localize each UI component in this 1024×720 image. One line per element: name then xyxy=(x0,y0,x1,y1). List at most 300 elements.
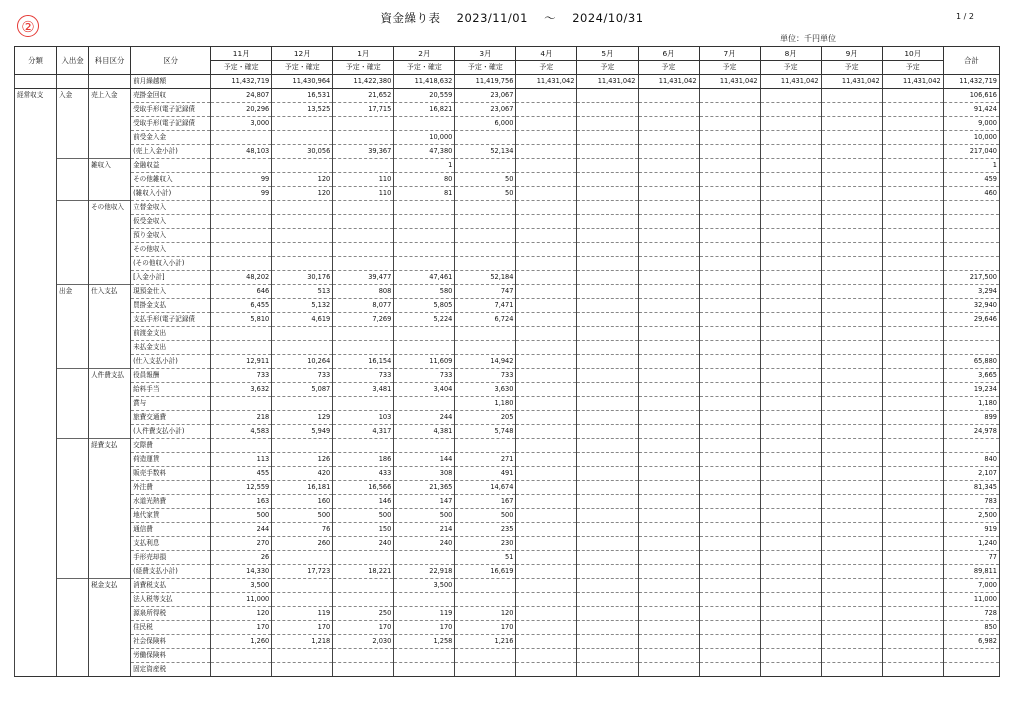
table-row xyxy=(15,159,1000,173)
month-value xyxy=(638,103,699,117)
col-month: 12月 xyxy=(272,47,333,61)
month-value xyxy=(211,663,272,677)
month-value xyxy=(516,327,577,341)
month-value xyxy=(821,607,882,621)
month-value xyxy=(577,299,638,313)
category-cell xyxy=(15,481,57,495)
month-value xyxy=(272,579,333,593)
month-value: 17,723 xyxy=(272,565,333,579)
subject-cell xyxy=(89,341,131,355)
month-value xyxy=(516,243,577,257)
month-value xyxy=(760,327,821,341)
table-row xyxy=(15,243,1000,257)
month-value xyxy=(638,635,699,649)
item-label: 源泉所得税 xyxy=(131,607,211,621)
item-label: 仮受金収入 xyxy=(131,215,211,229)
item-label: 現預金仕入 xyxy=(131,285,211,299)
month-value: 5,810 xyxy=(211,313,272,327)
month-value xyxy=(821,397,882,411)
subject-cell xyxy=(89,453,131,467)
month-value: 1,180 xyxy=(455,397,516,411)
month-value: 240 xyxy=(394,537,455,551)
month-value xyxy=(638,341,699,355)
month-value xyxy=(211,229,272,243)
category-cell: 経常収支 xyxy=(15,89,57,103)
month-value xyxy=(760,439,821,453)
month-value xyxy=(333,159,394,173)
month-value xyxy=(516,397,577,411)
item-label: 固定資産税 xyxy=(131,663,211,677)
month-value xyxy=(882,467,943,481)
category-cell xyxy=(15,271,57,285)
month-value: 733 xyxy=(272,369,333,383)
month-value xyxy=(333,243,394,257)
subject-cell: 雑収入 xyxy=(89,159,131,173)
inout-cell xyxy=(57,215,89,229)
table-row xyxy=(15,663,1000,677)
item-label: 買掛金支払 xyxy=(131,299,211,313)
table-row xyxy=(15,551,1000,565)
table-row xyxy=(15,173,1000,187)
month-value xyxy=(699,159,760,173)
month-value: 30,056 xyxy=(272,145,333,159)
month-value: 6,000 xyxy=(455,117,516,131)
inout-cell: 入金 xyxy=(57,89,89,103)
month-value xyxy=(577,369,638,383)
table-row xyxy=(15,621,1000,635)
month-value: 4,583 xyxy=(211,425,272,439)
report-title xyxy=(0,10,1024,26)
col-status: 予定 xyxy=(638,61,699,75)
month-value xyxy=(760,425,821,439)
table-row xyxy=(15,271,1000,285)
month-value: 170 xyxy=(333,621,394,635)
subject-cell xyxy=(89,173,131,187)
month-value xyxy=(882,159,943,173)
month-value xyxy=(760,285,821,299)
item-label: 外注費 xyxy=(131,481,211,495)
month-value xyxy=(821,383,882,397)
subject-cell xyxy=(89,103,131,117)
month-value: 733 xyxy=(394,369,455,383)
month-value xyxy=(882,551,943,565)
subject-cell xyxy=(89,565,131,579)
month-value xyxy=(821,453,882,467)
table-row xyxy=(15,523,1000,537)
month-value xyxy=(821,117,882,131)
month-value xyxy=(516,355,577,369)
month-value xyxy=(821,369,882,383)
month-value xyxy=(821,215,882,229)
category-cell xyxy=(15,453,57,467)
month-value: 50 xyxy=(455,187,516,201)
item-label: 給料手当 xyxy=(131,383,211,397)
category-cell xyxy=(15,285,57,299)
total-value: 11,000 xyxy=(943,593,999,607)
month-value xyxy=(516,299,577,313)
table-row xyxy=(15,299,1000,313)
item-label: 通信費 xyxy=(131,523,211,537)
item-label: 賞与 xyxy=(131,397,211,411)
total-value: 9,000 xyxy=(943,117,999,131)
table-row xyxy=(15,215,1000,229)
month-value xyxy=(577,117,638,131)
subject-cell xyxy=(89,215,131,229)
item-label: (仕入支払小計) xyxy=(131,355,211,369)
month-value xyxy=(699,649,760,663)
inout-cell xyxy=(57,481,89,495)
month-value: 5,805 xyxy=(394,299,455,313)
total-value: 32,940 xyxy=(943,299,999,313)
category-cell xyxy=(15,187,57,201)
month-value xyxy=(699,173,760,187)
inout-cell xyxy=(57,663,89,677)
subject-cell xyxy=(89,257,131,271)
month-value xyxy=(638,369,699,383)
subject-cell xyxy=(89,635,131,649)
month-value xyxy=(516,565,577,579)
month-value xyxy=(882,327,943,341)
month-value xyxy=(760,635,821,649)
month-value xyxy=(638,649,699,663)
month-value xyxy=(760,537,821,551)
total-value: 899 xyxy=(943,411,999,425)
inout-cell: 出金 xyxy=(57,285,89,299)
month-value xyxy=(638,131,699,145)
month-value xyxy=(760,299,821,313)
month-value: 103 xyxy=(333,411,394,425)
table-row xyxy=(15,201,1000,215)
month-value xyxy=(699,299,760,313)
page-number: 1 / 2 xyxy=(956,12,974,21)
inout-cell xyxy=(57,103,89,117)
month-value xyxy=(699,243,760,257)
month-value xyxy=(760,481,821,495)
month-value xyxy=(821,649,882,663)
col-kamoku: 科目区分 xyxy=(89,47,131,75)
month-value xyxy=(882,187,943,201)
unit-label: 単位：千円単位 xyxy=(780,34,836,43)
category-cell xyxy=(15,327,57,341)
item-label: 交際費 xyxy=(131,439,211,453)
item-label: 手形売却損 xyxy=(131,551,211,565)
inout-cell xyxy=(57,243,89,257)
col-status: 予定 xyxy=(699,61,760,75)
inout-cell xyxy=(57,201,89,215)
month-value xyxy=(333,341,394,355)
month-value xyxy=(516,257,577,271)
month-value: 1,216 xyxy=(455,635,516,649)
month-value: 5,087 xyxy=(272,383,333,397)
month-value: 11,431,042 xyxy=(638,75,699,89)
col-kubun: 区分 xyxy=(131,47,211,75)
table-row xyxy=(15,439,1000,453)
total-value xyxy=(943,649,999,663)
total-value: 460 xyxy=(943,187,999,201)
month-value xyxy=(516,495,577,509)
subject-cell: 仕入支払 xyxy=(89,285,131,299)
month-value xyxy=(638,579,699,593)
month-value xyxy=(272,649,333,663)
item-label: 支払利息 xyxy=(131,537,211,551)
inout-cell xyxy=(57,173,89,187)
month-value xyxy=(516,285,577,299)
month-value xyxy=(272,215,333,229)
month-value xyxy=(577,271,638,285)
month-value xyxy=(455,341,516,355)
month-value: 250 xyxy=(333,607,394,621)
month-value xyxy=(577,565,638,579)
month-value xyxy=(821,411,882,425)
item-label: (その他収入小計) xyxy=(131,257,211,271)
month-value xyxy=(882,355,943,369)
item-label: 地代家賃 xyxy=(131,509,211,523)
month-value xyxy=(577,173,638,187)
month-value: 52,134 xyxy=(455,145,516,159)
month-value xyxy=(699,201,760,215)
month-value xyxy=(577,327,638,341)
month-value: 120 xyxy=(211,607,272,621)
month-value xyxy=(882,341,943,355)
month-value: 270 xyxy=(211,537,272,551)
month-value xyxy=(821,187,882,201)
month-value xyxy=(699,145,760,159)
month-value xyxy=(638,565,699,579)
subject-cell xyxy=(89,551,131,565)
total-value: 2,500 xyxy=(943,509,999,523)
month-value: 4,619 xyxy=(272,313,333,327)
inout-cell xyxy=(57,439,89,453)
col-month: 3月 xyxy=(455,47,516,61)
inout-cell xyxy=(57,537,89,551)
col-month: 7月 xyxy=(699,47,760,61)
month-value xyxy=(882,607,943,621)
category-cell xyxy=(15,663,57,677)
month-value xyxy=(577,355,638,369)
month-value xyxy=(333,649,394,663)
inout-cell xyxy=(57,187,89,201)
month-value: 12,559 xyxy=(211,481,272,495)
month-value xyxy=(333,201,394,215)
category-cell xyxy=(15,341,57,355)
table-row xyxy=(15,649,1000,663)
category-cell xyxy=(15,439,57,453)
category-cell xyxy=(15,649,57,663)
month-value xyxy=(516,467,577,481)
month-value xyxy=(577,537,638,551)
month-value: 747 xyxy=(455,285,516,299)
month-value xyxy=(638,201,699,215)
month-value xyxy=(516,187,577,201)
month-value: 11,609 xyxy=(394,355,455,369)
month-value xyxy=(211,257,272,271)
month-value xyxy=(699,397,760,411)
month-value xyxy=(211,243,272,257)
total-value xyxy=(943,243,999,257)
inout-cell xyxy=(57,579,89,593)
month-value xyxy=(272,663,333,677)
month-value xyxy=(394,551,455,565)
inout-cell xyxy=(57,117,89,131)
month-value xyxy=(333,579,394,593)
month-value xyxy=(516,201,577,215)
inout-cell xyxy=(57,299,89,313)
month-value xyxy=(516,579,577,593)
item-label: 販売手数料 xyxy=(131,467,211,481)
item-label: 前渡金支出 xyxy=(131,327,211,341)
month-value: 11,422,380 xyxy=(333,75,394,89)
month-value xyxy=(394,439,455,453)
month-value xyxy=(882,579,943,593)
inout-cell xyxy=(57,565,89,579)
month-value: 646 xyxy=(211,285,272,299)
category-cell xyxy=(15,215,57,229)
table-row xyxy=(15,495,1000,509)
subject-cell xyxy=(89,383,131,397)
month-value xyxy=(760,173,821,187)
inout-cell xyxy=(57,327,89,341)
subject-cell xyxy=(89,607,131,621)
table-row xyxy=(15,635,1000,649)
month-value xyxy=(516,117,577,131)
month-value xyxy=(882,439,943,453)
month-value xyxy=(272,551,333,565)
month-value xyxy=(333,593,394,607)
table-row xyxy=(15,481,1000,495)
month-value xyxy=(272,397,333,411)
month-value: 170 xyxy=(455,621,516,635)
month-value xyxy=(577,649,638,663)
total-value: 65,880 xyxy=(943,355,999,369)
month-value: 500 xyxy=(455,509,516,523)
item-label: 荷造運賃 xyxy=(131,453,211,467)
month-value: 11,431,042 xyxy=(516,75,577,89)
month-value: 3,404 xyxy=(394,383,455,397)
month-value: 271 xyxy=(455,453,516,467)
month-value xyxy=(638,453,699,467)
month-value xyxy=(211,327,272,341)
month-value xyxy=(821,145,882,159)
month-value: 10,000 xyxy=(394,131,455,145)
month-value xyxy=(821,103,882,117)
month-value xyxy=(638,271,699,285)
total-value xyxy=(943,201,999,215)
month-value: 21,365 xyxy=(394,481,455,495)
table-row xyxy=(15,341,1000,355)
category-cell xyxy=(15,355,57,369)
month-value xyxy=(882,397,943,411)
month-value xyxy=(821,593,882,607)
month-value xyxy=(821,635,882,649)
total-value: 2,107 xyxy=(943,467,999,481)
month-value: 11,431,042 xyxy=(699,75,760,89)
item-label: 前月繰越額 xyxy=(131,75,211,89)
month-value xyxy=(394,397,455,411)
subject-cell: 税金支払 xyxy=(89,579,131,593)
col-nyushukkin: 入出金 xyxy=(57,47,89,75)
month-value xyxy=(516,89,577,103)
item-label: (売上入金小計) xyxy=(131,145,211,159)
month-value xyxy=(821,173,882,187)
month-value xyxy=(760,495,821,509)
month-value xyxy=(699,495,760,509)
month-value xyxy=(577,593,638,607)
subject-cell xyxy=(89,649,131,663)
col-status: 予定 xyxy=(821,61,882,75)
item-label: 受取手形(電子記録債 xyxy=(131,103,211,117)
month-value: 119 xyxy=(272,607,333,621)
month-value xyxy=(394,243,455,257)
inout-cell xyxy=(57,159,89,173)
month-value xyxy=(577,159,638,173)
total-value: 77 xyxy=(943,551,999,565)
month-value: 230 xyxy=(455,537,516,551)
month-value xyxy=(760,565,821,579)
category-cell xyxy=(15,551,57,565)
month-value xyxy=(882,173,943,187)
month-value xyxy=(638,467,699,481)
total-value xyxy=(943,663,999,677)
category-cell xyxy=(15,75,57,89)
subject-cell xyxy=(89,495,131,509)
month-value xyxy=(394,201,455,215)
month-value xyxy=(577,635,638,649)
table-row xyxy=(15,89,1000,103)
month-value xyxy=(333,131,394,145)
month-value xyxy=(638,117,699,131)
month-value: 2,030 xyxy=(333,635,394,649)
subject-cell xyxy=(89,425,131,439)
item-label: (人件費支払小計) xyxy=(131,425,211,439)
month-value xyxy=(516,145,577,159)
month-value: 26 xyxy=(211,551,272,565)
category-cell xyxy=(15,117,57,131)
month-value xyxy=(638,495,699,509)
month-value: 1,258 xyxy=(394,635,455,649)
subject-cell: 売上入金 xyxy=(89,89,131,103)
month-value: 30,176 xyxy=(272,271,333,285)
month-value xyxy=(211,201,272,215)
month-value xyxy=(760,201,821,215)
total-value: 850 xyxy=(943,621,999,635)
month-value xyxy=(699,117,760,131)
col-status: 予定 xyxy=(760,61,821,75)
table-row xyxy=(15,131,1000,145)
month-value xyxy=(699,593,760,607)
opening-balance-row xyxy=(15,75,1000,89)
month-value xyxy=(638,187,699,201)
month-value xyxy=(577,509,638,523)
category-cell xyxy=(15,495,57,509)
month-value xyxy=(882,201,943,215)
month-value xyxy=(577,229,638,243)
month-value xyxy=(699,271,760,285)
month-value xyxy=(699,229,760,243)
month-value: 7,471 xyxy=(455,299,516,313)
month-value xyxy=(638,523,699,537)
date-separator: ～ xyxy=(544,11,557,25)
month-value xyxy=(882,635,943,649)
subject-cell xyxy=(89,509,131,523)
month-value: 99 xyxy=(211,187,272,201)
month-value xyxy=(699,467,760,481)
total-value xyxy=(943,257,999,271)
month-value xyxy=(577,131,638,145)
month-value xyxy=(516,313,577,327)
month-value: 21,652 xyxy=(333,89,394,103)
month-value: 3,481 xyxy=(333,383,394,397)
month-value xyxy=(577,621,638,635)
